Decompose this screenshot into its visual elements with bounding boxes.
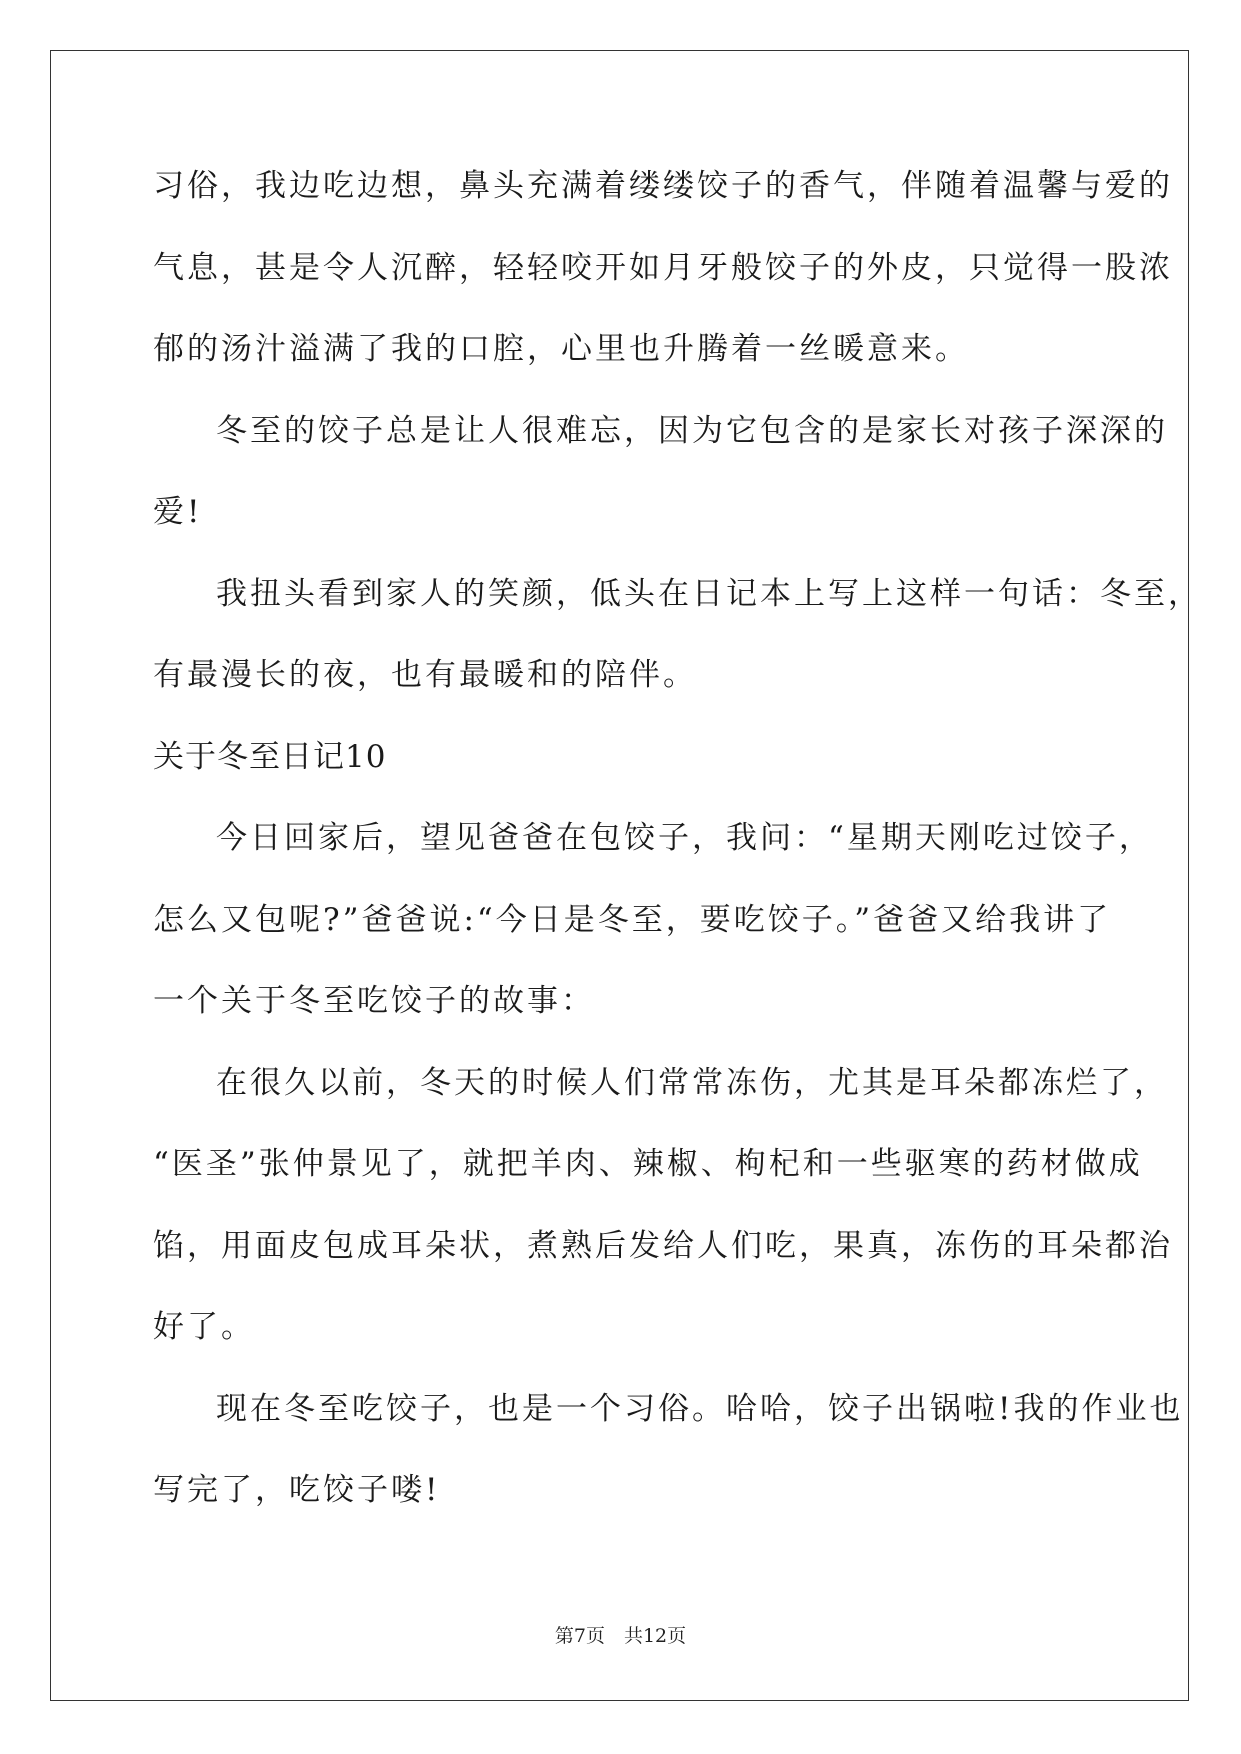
text-line: 写完了，吃饺子喽! (153, 1472, 441, 1508)
paragraph-start: 今日回家后，望见爸爸在包饺子，我问：“星期天刚吃过饺子， (216, 820, 1153, 856)
text-line: 怎么又包呢?”爸爸说:“今日是冬至，要吃饺子。”爸爸又给我讲了 (153, 901, 1112, 938)
text-line: 爱! (153, 494, 203, 530)
text-line: “医圣”张仲景见了，就把羊肉、辣椒、枸杞和一些驱寒的药材做成 (153, 1146, 1143, 1182)
paragraph-start: 冬至的饺子总是让人很难忘，因为它包含的是家长对孩子深深的 (216, 412, 1168, 449)
text-line: 一个关于冬至吃饺子的故事： (153, 983, 595, 1019)
document-body (153, 164, 1202, 1550)
text-line: 气息，甚是令人沉醉，轻轻咬开如月牙般饺子的外皮，只觉得一股浓 (153, 249, 1173, 286)
paragraph-start: 在很久以前，冬天的时候人们常常冻伤，尤其是耳朵都冻烂了， (216, 1064, 1168, 1101)
section-heading: 关于冬至日记10 (153, 738, 387, 775)
page-number: 第7页 共12页 (554, 1625, 687, 1647)
text-line: 馅，用面皮包成耳朵状，煮熟后发给人们吃，果真，冻伤的耳朵都治 (153, 1227, 1173, 1264)
paragraph-start: 现在冬至吃饺子，也是一个习俗。哈哈，饺子出锅啦!我的作业也 (216, 1390, 1184, 1427)
text-line: 郁的汤汁溢满了我的口腔，心里也升腾着一丝暖意来。 (153, 331, 969, 367)
text-line: 好了。 (153, 1309, 255, 1345)
paragraph-start: 我扭头看到家人的笑颜，低头在日记本上写上这样一句话：冬至， (216, 575, 1202, 612)
text-line: 有最漫长的夜，也有最暖和的陪伴。 (153, 657, 697, 693)
text-line: 习俗，我边吃边想，鼻头充满着缕缕饺子的香气，伴随着温馨与爱的 (153, 168, 1173, 204)
